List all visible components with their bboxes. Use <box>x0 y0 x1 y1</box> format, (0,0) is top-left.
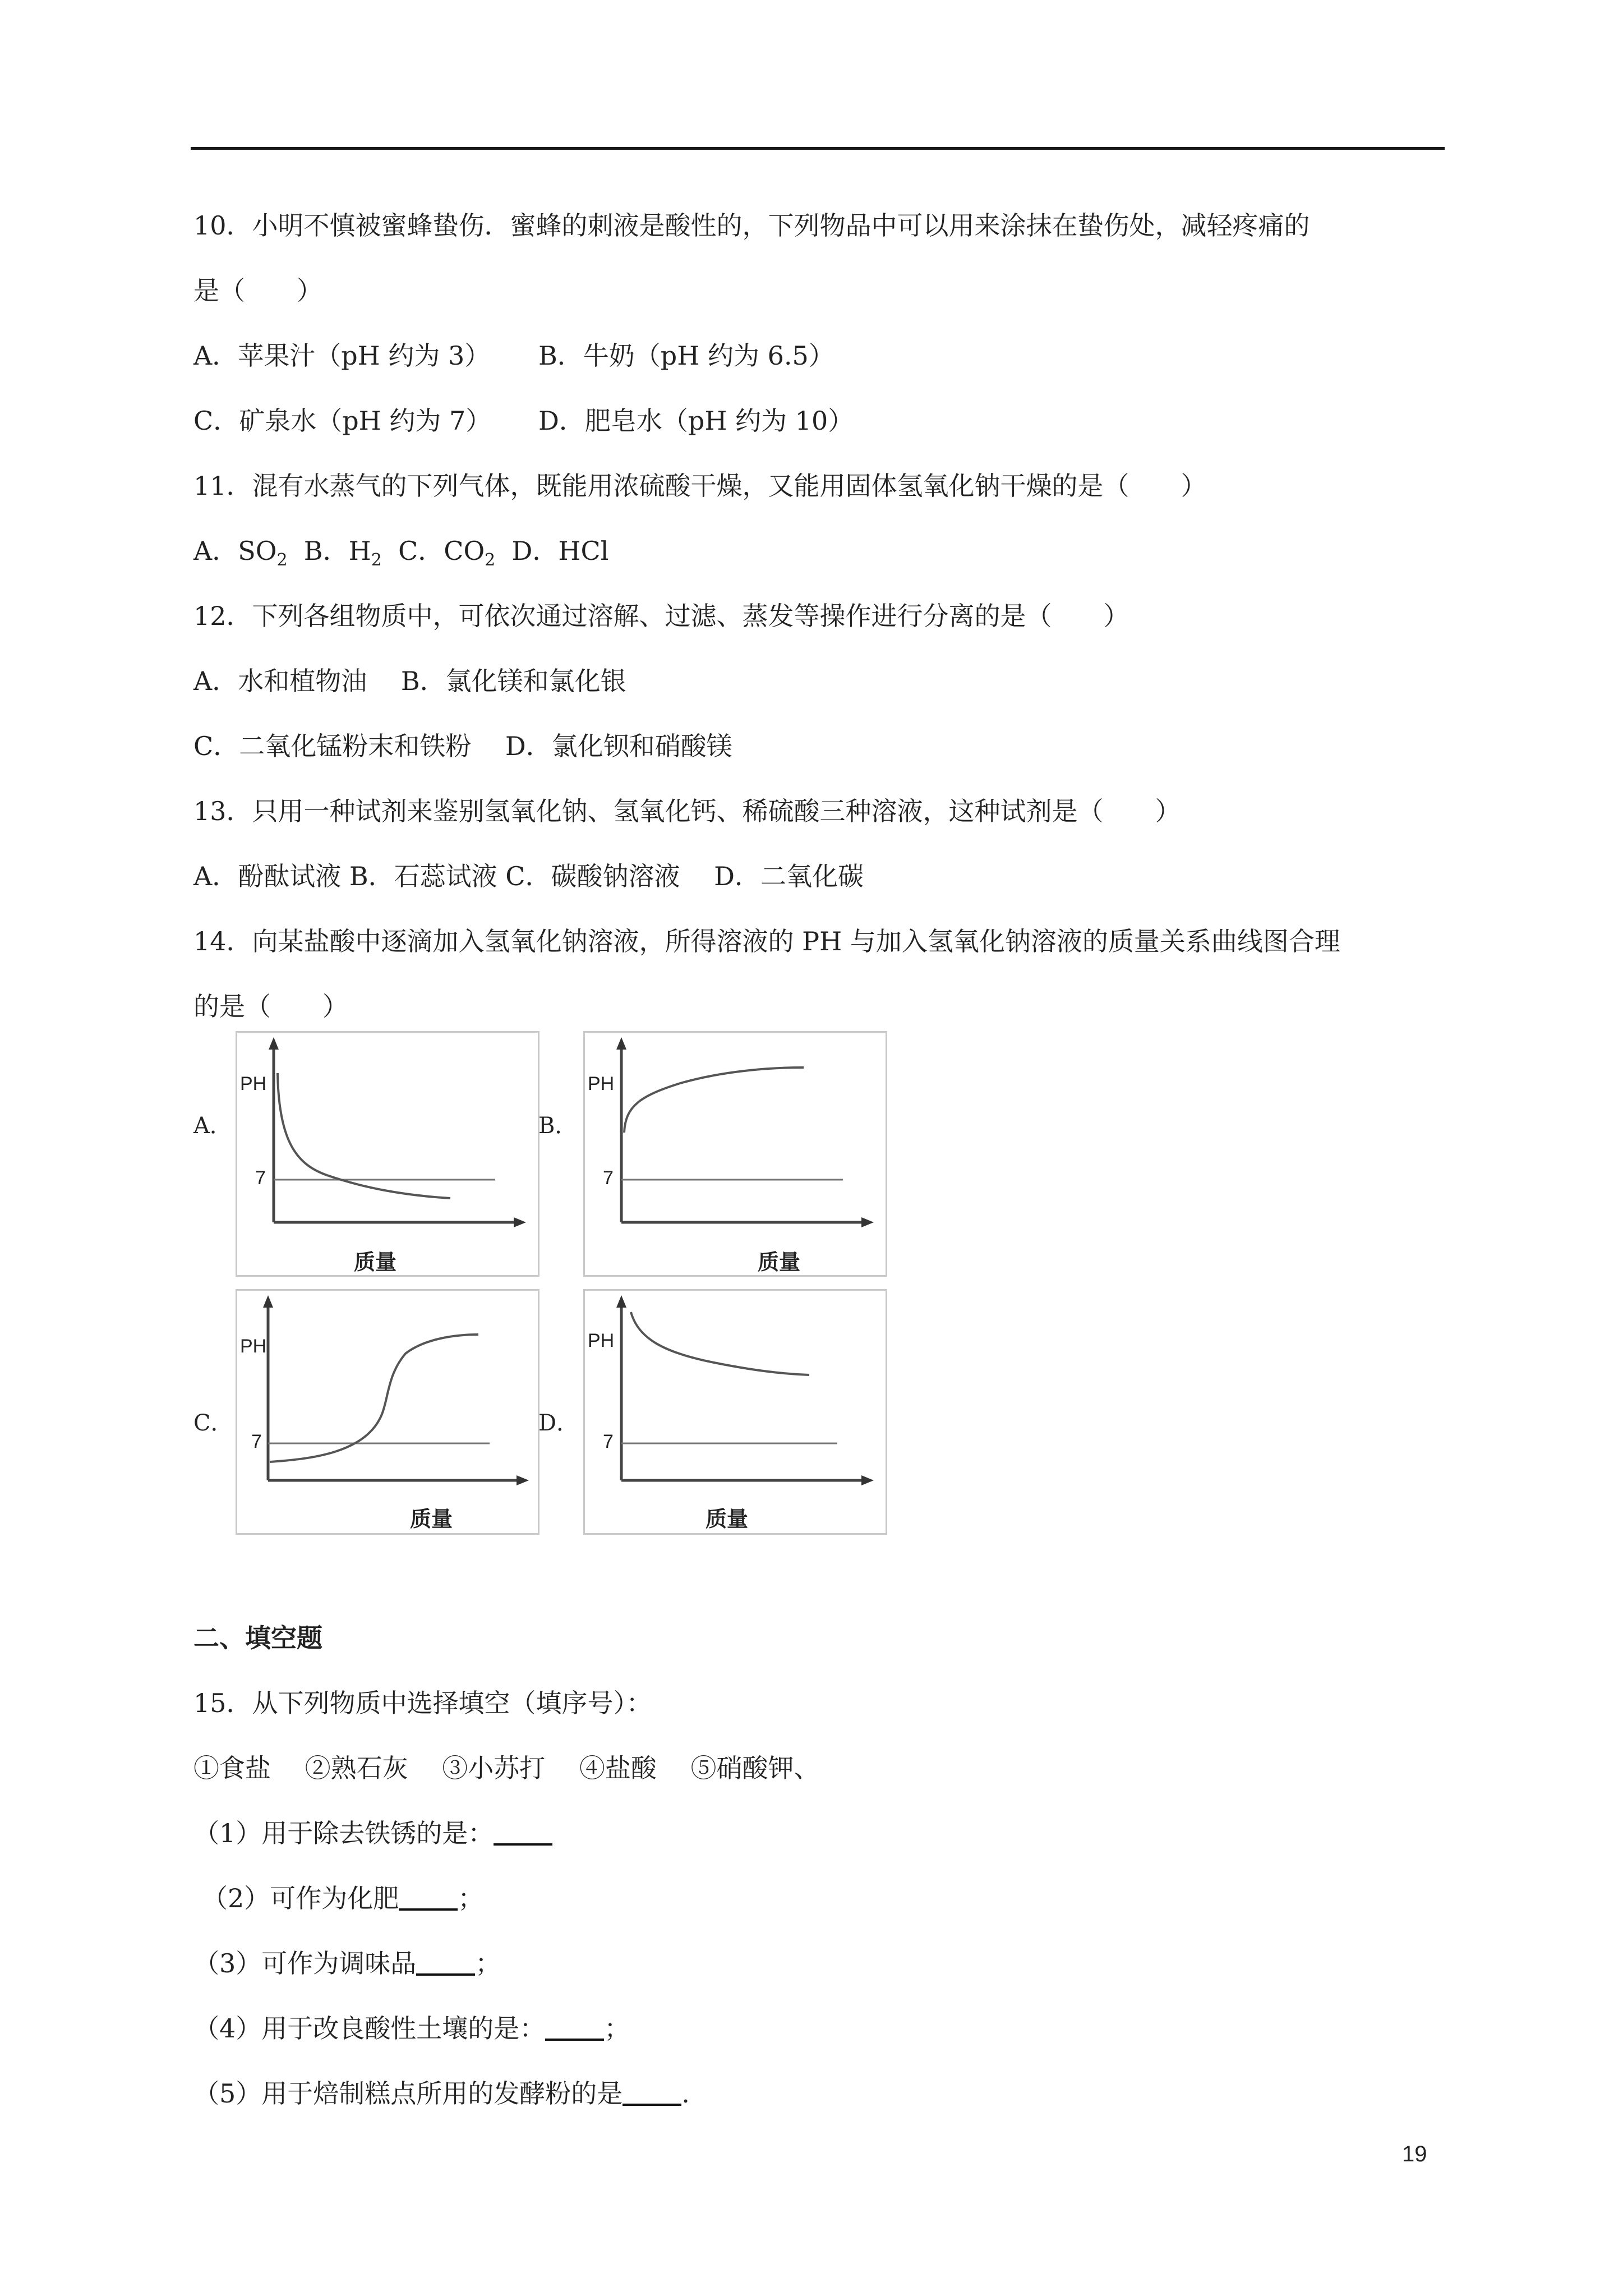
q11-option-a-subscript: 2 <box>276 550 288 570</box>
q15-part-3 <box>193 1947 501 1980</box>
q11-option-d: D．HCl <box>511 536 609 566</box>
graph-a <box>236 1031 540 1277</box>
graph-d-x-axis-label: 质量 <box>706 1507 749 1531</box>
graph-c-plot <box>237 1291 538 1533</box>
q15-part-2 <box>202 1881 483 1915</box>
graph-a-y-axis-label: PH <box>240 1073 267 1094</box>
graph-b-tick-7: 7 <box>603 1167 614 1189</box>
q11-stem: 11．混有水蒸气的下列气体，既能用浓硫酸干燥，又能用固体氢氧化钠干燥的是（ ） <box>193 471 1207 501</box>
q15-part-4-blank[interactable] <box>545 2014 604 2041</box>
q15-part-2-end: ； <box>458 1883 484 1913</box>
q12-stem: 12．下列各组物质中，可依次通过溶解、过滤、蒸发等操作进行分离的是（ ） <box>193 601 1129 631</box>
graph-c <box>236 1289 540 1535</box>
q14-stem-line1: 14．向某盐酸中逐滴加入氢氧化钠溶液，所得溶液的 PH 与加入氢氧化钠溶液的质量关系曲线图合理 <box>193 926 1340 956</box>
q11-option-c: C．CO <box>398 536 485 566</box>
graph-a-x-axis-label: 质量 <box>354 1250 397 1274</box>
q10-option-c: C．矿泉水（pH 约为 7） <box>193 406 492 436</box>
q11-option-c-subscript: 2 <box>485 550 496 570</box>
q11-option-b: B．H <box>303 536 371 566</box>
q15-substance-list: ①食盐 ②熟石灰 ③小苏打 ④盐酸 ⑤硝酸钾、 <box>193 1753 820 1783</box>
q15-part-1-blank[interactable] <box>494 1819 552 1846</box>
q15-part-4-end: ； <box>604 2013 630 2044</box>
q13-stem: 13．只用一种试剂来鉴别氢氧化钠、氢氧化钙、稀硫酸三种溶液，这种试剂是（ ） <box>193 796 1181 826</box>
section-heading-fill-in: 二、填空题 <box>193 1623 322 1653</box>
graph-b-plot <box>585 1033 886 1275</box>
q15-part-3-blank[interactable] <box>416 1949 475 1976</box>
page-number: 19 <box>1402 2142 1427 2166</box>
q13-options: A．酚酞试液 B．石蕊试液 C．碳酸钠溶液 D．二氧化碳 <box>193 861 864 891</box>
q15-part-3-text: （3）可作为调味品 <box>193 1948 417 1978</box>
q15-part-5-end: . <box>681 2078 690 2109</box>
q14-stem-line2: 的是（ ） <box>193 991 348 1022</box>
graph-b-y-axis-label: PH <box>588 1073 615 1094</box>
q15-part-4-text: （4）用于改良酸性土壤的是： <box>193 2013 546 2044</box>
q15-part-4 <box>193 2012 630 2045</box>
graph-c-option-label: C． <box>193 1410 233 1436</box>
q15-part-1-text: （1）用于除去铁锈的是： <box>193 1818 494 1848</box>
q10-option-b: B．牛奶（pH 约为 6.5） <box>538 341 834 371</box>
q15-part-5-blank[interactable] <box>623 2079 681 2106</box>
header-rule <box>191 147 1445 150</box>
graph-c-y-axis-label: PH <box>240 1336 267 1357</box>
graph-d-y-axis-label: PH <box>588 1330 615 1351</box>
q15-stem: 15．从下列物质中选择填空（填序号）： <box>193 1688 652 1718</box>
graph-d <box>583 1289 887 1535</box>
q15-part-2-text: （2）可作为化肥 <box>202 1883 399 1913</box>
q15-part-5-text: （5）用于焙制糕点所用的发酵粉的是 <box>193 2078 623 2109</box>
graph-c-tick-7: 7 <box>251 1431 262 1452</box>
q10-option-a: A．苹果汁（pH 约为 3） <box>193 341 491 371</box>
graph-b-option-label: B． <box>538 1113 578 1139</box>
graph-b <box>583 1031 887 1277</box>
q12-options-ab: A．水和植物油 B．氯化镁和氯化银 <box>193 666 626 696</box>
graph-c-x-axis-label: 质量 <box>410 1507 453 1531</box>
q15-part-3-end: ； <box>475 1948 501 1978</box>
q11-options <box>193 534 608 577</box>
graph-d-plot <box>585 1291 886 1533</box>
graph-a-plot <box>237 1033 538 1275</box>
graph-d-tick-7: 7 <box>603 1431 614 1452</box>
q15-part-1 <box>193 1816 552 1850</box>
q10-stem-line1: 10．小明不慎被蜜蜂蛰伤．蜜蜂的刺液是酸性的，下列物品中可以用来涂抹在蛰伤处，减轻疼痛的 <box>193 210 1310 241</box>
q15-part-2-blank[interactable] <box>399 1884 458 1911</box>
q10-stem-line2: 是（ ） <box>193 275 322 306</box>
q10-option-d: D．肥皂水（pH 约为 10） <box>538 406 854 436</box>
graph-b-x-axis-label: 质量 <box>758 1250 801 1274</box>
q11-option-b-subscript: 2 <box>371 550 382 570</box>
q11-option-a: A．SO <box>193 536 277 566</box>
q12-options-cd: C．二氧化锰粉末和铁粉 D．氯化钡和硝酸镁 <box>193 731 732 761</box>
graph-a-option-label: A． <box>193 1113 232 1139</box>
graph-d-option-label: D． <box>538 1410 579 1436</box>
graph-a-tick-7: 7 <box>255 1167 266 1189</box>
q15-part-5 <box>193 2077 690 2110</box>
